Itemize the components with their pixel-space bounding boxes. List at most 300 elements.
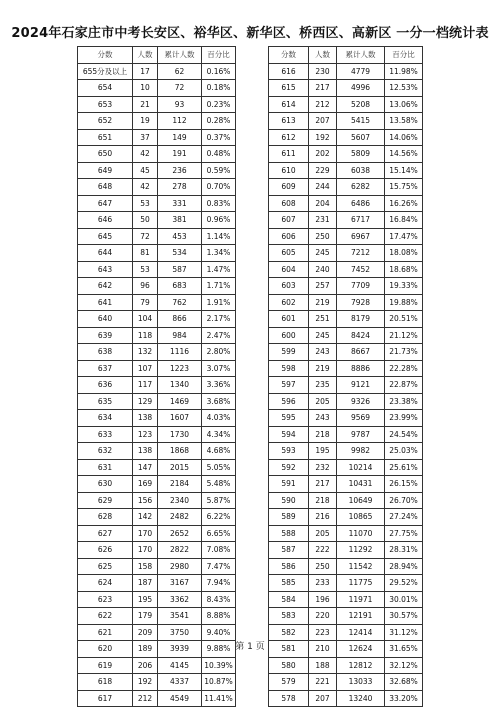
table-cell: 641 xyxy=(78,294,133,311)
table-cell: 602 xyxy=(269,294,309,311)
table-cell: 50 xyxy=(133,212,158,229)
table-cell: 610 xyxy=(269,162,309,179)
table-cell: 17.47% xyxy=(385,228,423,245)
table-cell: 649 xyxy=(78,162,133,179)
table-cell: 10.39% xyxy=(202,657,236,674)
table-row xyxy=(78,113,236,130)
table-cell: 582 xyxy=(269,624,309,641)
table-cell: 4549 xyxy=(158,690,202,707)
table-cell: 592 xyxy=(269,459,309,476)
table-row xyxy=(78,129,236,146)
table-cell: 212 xyxy=(309,96,337,113)
table-cell: 4145 xyxy=(158,657,202,674)
table-cell: 192 xyxy=(309,129,337,146)
table-cell: 33.20% xyxy=(385,690,423,707)
table-row xyxy=(78,509,236,526)
table-cell: 191 xyxy=(158,146,202,163)
table-cell: 104 xyxy=(133,311,158,328)
table-cell: 615 xyxy=(269,80,309,97)
table-cell: 42 xyxy=(133,146,158,163)
table-cell: 0.18% xyxy=(202,80,236,97)
table-row xyxy=(269,311,423,328)
table-cell: 205 xyxy=(309,393,337,410)
table-row xyxy=(78,311,236,328)
table-cell: 623 xyxy=(78,591,133,608)
table-row xyxy=(269,294,423,311)
table-cell: 189 xyxy=(133,641,158,658)
table-cell: 1469 xyxy=(158,393,202,410)
table-cell: 196 xyxy=(309,591,337,608)
table-cell: 22.87% xyxy=(385,377,423,394)
table-cell: 638 xyxy=(78,344,133,361)
table-cell: 580 xyxy=(269,657,309,674)
table-cell: 596 xyxy=(269,393,309,410)
table-row xyxy=(269,129,423,146)
table-cell: 608 xyxy=(269,195,309,212)
table-cell: 9326 xyxy=(337,393,385,410)
table-cell: 607 xyxy=(269,212,309,229)
table-cell: 11292 xyxy=(337,542,385,559)
table-cell: 647 xyxy=(78,195,133,212)
table-row xyxy=(269,410,423,427)
table-cell: 594 xyxy=(269,426,309,443)
table-cell: 7.94% xyxy=(202,575,236,592)
table-cell: 9.88% xyxy=(202,641,236,658)
table-cell: 206 xyxy=(133,657,158,674)
table-cell: 216 xyxy=(309,509,337,526)
table-cell: 651 xyxy=(78,129,133,146)
table-cell: 23.38% xyxy=(385,393,423,410)
table-row xyxy=(78,476,236,493)
table-cell: 233 xyxy=(309,575,337,592)
table-cell: 26.15% xyxy=(385,476,423,493)
table-cell: 622 xyxy=(78,608,133,625)
table-cell: 1223 xyxy=(158,360,202,377)
table-cell: 613 xyxy=(269,113,309,130)
table-row xyxy=(269,558,423,575)
table-cell: 112 xyxy=(158,113,202,130)
column-header: 人数 xyxy=(133,47,158,64)
table-cell: 630 xyxy=(78,476,133,493)
table-cell: 7212 xyxy=(337,245,385,262)
table-cell: 245 xyxy=(309,245,337,262)
table-cell: 62 xyxy=(158,63,202,80)
table-cell: 222 xyxy=(309,542,337,559)
table-cell: 12812 xyxy=(337,657,385,674)
table-cell: 19.33% xyxy=(385,278,423,295)
score-table-left xyxy=(77,46,236,707)
table-row xyxy=(78,525,236,542)
table-cell: 31.12% xyxy=(385,624,423,641)
table-cell: 6486 xyxy=(337,195,385,212)
table-cell: 18.68% xyxy=(385,261,423,278)
table-cell: 12.53% xyxy=(385,80,423,97)
table-row xyxy=(78,63,236,80)
table-cell: 1.91% xyxy=(202,294,236,311)
table-cell: 629 xyxy=(78,492,133,509)
table-cell: 223 xyxy=(309,624,337,641)
table-cell: 170 xyxy=(133,542,158,559)
table-row xyxy=(78,377,236,394)
table-cell: 5.05% xyxy=(202,459,236,476)
table-cell: 11542 xyxy=(337,558,385,575)
column-header: 分数 xyxy=(78,47,133,64)
table-cell: 10431 xyxy=(337,476,385,493)
table-cell: 107 xyxy=(133,360,158,377)
table-cell: 207 xyxy=(309,690,337,707)
table-cell: 601 xyxy=(269,311,309,328)
table-cell: 3.36% xyxy=(202,377,236,394)
table-cell: 588 xyxy=(269,525,309,542)
table-cell: 221 xyxy=(309,674,337,691)
table-cell: 12624 xyxy=(337,641,385,658)
table-cell: 72 xyxy=(133,228,158,245)
table-cell: 0.48% xyxy=(202,146,236,163)
table-row xyxy=(78,426,236,443)
table-cell: 1868 xyxy=(158,443,202,460)
table-cell: 611 xyxy=(269,146,309,163)
table-cell: 7928 xyxy=(337,294,385,311)
table-row xyxy=(78,459,236,476)
table-row xyxy=(269,608,423,625)
table-cell: 2822 xyxy=(158,542,202,559)
table-cell: 6717 xyxy=(337,212,385,229)
table-cell: 599 xyxy=(269,344,309,361)
table-cell: 0.37% xyxy=(202,129,236,146)
table-cell: 207 xyxy=(309,113,337,130)
table-cell: 25.61% xyxy=(385,459,423,476)
table-cell: 331 xyxy=(158,195,202,212)
table-cell: 16.84% xyxy=(385,212,423,229)
table-cell: 117 xyxy=(133,377,158,394)
table-cell: 28.94% xyxy=(385,558,423,575)
table-cell: 250 xyxy=(309,228,337,245)
table-cell: 586 xyxy=(269,558,309,575)
table-cell: 3939 xyxy=(158,641,202,658)
table-cell: 251 xyxy=(309,311,337,328)
table-cell: 18.08% xyxy=(385,245,423,262)
table-cell: 179 xyxy=(133,608,158,625)
table-cell: 8886 xyxy=(337,360,385,377)
table-cell: 243 xyxy=(309,410,337,427)
table-cell: 578 xyxy=(269,690,309,707)
table-cell: 583 xyxy=(269,608,309,625)
table-cell: 30.01% xyxy=(385,591,423,608)
table-cell: 2980 xyxy=(158,558,202,575)
table-cell: 0.59% xyxy=(202,162,236,179)
table-cell: 147 xyxy=(133,459,158,476)
table-cell: 81 xyxy=(133,245,158,262)
table-cell: 53 xyxy=(133,261,158,278)
table-row xyxy=(78,575,236,592)
table-cell: 28.31% xyxy=(385,542,423,559)
table-cell: 593 xyxy=(269,443,309,460)
table-cell: 21.12% xyxy=(385,327,423,344)
table-cell: 204 xyxy=(309,195,337,212)
table-cell: 626 xyxy=(78,542,133,559)
table-cell: 2652 xyxy=(158,525,202,542)
table-row xyxy=(269,459,423,476)
table-cell: 138 xyxy=(133,410,158,427)
table-row xyxy=(269,674,423,691)
table-cell: 2482 xyxy=(158,509,202,526)
table-cell: 212 xyxy=(133,690,158,707)
table-cell: 240 xyxy=(309,261,337,278)
table-row xyxy=(78,608,236,625)
table-row xyxy=(269,492,423,509)
table-cell: 631 xyxy=(78,459,133,476)
score-table-right-body xyxy=(269,47,423,707)
table-cell: 2.17% xyxy=(202,311,236,328)
table-cell: 19 xyxy=(133,113,158,130)
table-cell: 8667 xyxy=(337,344,385,361)
table-row xyxy=(269,113,423,130)
table-cell: 652 xyxy=(78,113,133,130)
table-cell: 30.57% xyxy=(385,608,423,625)
table-cell: 5415 xyxy=(337,113,385,130)
table-cell: 187 xyxy=(133,575,158,592)
table-cell: 218 xyxy=(309,492,337,509)
table-cell: 9982 xyxy=(337,443,385,460)
table-cell: 609 xyxy=(269,179,309,196)
table-cell: 621 xyxy=(78,624,133,641)
table-cell: 7452 xyxy=(337,261,385,278)
table-row xyxy=(269,393,423,410)
table-cell: 13.06% xyxy=(385,96,423,113)
table-cell: 632 xyxy=(78,443,133,460)
table-cell: 16.26% xyxy=(385,195,423,212)
table-cell: 235 xyxy=(309,377,337,394)
table-cell: 2.47% xyxy=(202,327,236,344)
table-cell: 138 xyxy=(133,443,158,460)
table-cell: 8179 xyxy=(337,311,385,328)
table-header-row xyxy=(78,47,236,64)
table-cell: 1730 xyxy=(158,426,202,443)
table-cell: 169 xyxy=(133,476,158,493)
table-cell: 217 xyxy=(309,80,337,97)
table-cell: 640 xyxy=(78,311,133,328)
table-cell: 13.58% xyxy=(385,113,423,130)
table-row xyxy=(269,146,423,163)
table-cell: 7709 xyxy=(337,278,385,295)
table-cell: 250 xyxy=(309,558,337,575)
table-cell: 0.16% xyxy=(202,63,236,80)
table-cell: 10214 xyxy=(337,459,385,476)
table-cell: 0.83% xyxy=(202,195,236,212)
table-row xyxy=(269,426,423,443)
table-cell: 584 xyxy=(269,591,309,608)
table-cell: 170 xyxy=(133,525,158,542)
table-cell: 245 xyxy=(309,327,337,344)
table-cell: 595 xyxy=(269,410,309,427)
table-row xyxy=(269,327,423,344)
table-cell: 210 xyxy=(309,641,337,658)
table-cell: 26.70% xyxy=(385,492,423,509)
table-cell: 236 xyxy=(158,162,202,179)
table-cell: 3.07% xyxy=(202,360,236,377)
table-cell: 27.75% xyxy=(385,525,423,542)
table-cell: 21 xyxy=(133,96,158,113)
table-cell: 3167 xyxy=(158,575,202,592)
table-cell: 605 xyxy=(269,245,309,262)
table-cell: 79 xyxy=(133,294,158,311)
table-cell: 1116 xyxy=(158,344,202,361)
table-cell: 2.80% xyxy=(202,344,236,361)
table-cell: 32.68% xyxy=(385,674,423,691)
table-cell: 195 xyxy=(133,591,158,608)
table-row xyxy=(78,278,236,295)
table-row xyxy=(269,575,423,592)
table-cell: 42 xyxy=(133,179,158,196)
table-cell: 643 xyxy=(78,261,133,278)
table-cell: 142 xyxy=(133,509,158,526)
table-cell: 205 xyxy=(309,525,337,542)
table-cell: 32.12% xyxy=(385,657,423,674)
table-cell: 192 xyxy=(133,674,158,691)
table-cell: 5809 xyxy=(337,146,385,163)
table-cell: 29.52% xyxy=(385,575,423,592)
table-cell: 984 xyxy=(158,327,202,344)
table-cell: 579 xyxy=(269,674,309,691)
table-cell: 123 xyxy=(133,426,158,443)
table-cell: 6967 xyxy=(337,228,385,245)
table-cell: 9787 xyxy=(337,426,385,443)
table-row xyxy=(269,80,423,97)
table-cell: 1340 xyxy=(158,377,202,394)
table-cell: 220 xyxy=(309,608,337,625)
table-cell: 604 xyxy=(269,261,309,278)
table-row xyxy=(78,146,236,163)
table-cell: 202 xyxy=(309,146,337,163)
table-cell: 10 xyxy=(133,80,158,97)
table-cell: 616 xyxy=(269,63,309,80)
table-cell: 4337 xyxy=(158,674,202,691)
table-row xyxy=(269,179,423,196)
table-cell: 603 xyxy=(269,278,309,295)
table-cell: 257 xyxy=(309,278,337,295)
table-header-row xyxy=(269,47,423,64)
table-cell: 22.28% xyxy=(385,360,423,377)
table-cell: 683 xyxy=(158,278,202,295)
table-cell: 0.28% xyxy=(202,113,236,130)
table-row xyxy=(78,327,236,344)
table-cell: 2340 xyxy=(158,492,202,509)
table-row xyxy=(78,261,236,278)
table-cell: 129 xyxy=(133,393,158,410)
table-cell: 1.34% xyxy=(202,245,236,262)
table-cell: 620 xyxy=(78,641,133,658)
table-row xyxy=(269,96,423,113)
page-footer: 第 1 页 xyxy=(235,642,265,652)
table-row xyxy=(269,690,423,707)
table-cell: 5208 xyxy=(337,96,385,113)
table-cell: 6.22% xyxy=(202,509,236,526)
table-cell: 12191 xyxy=(337,608,385,625)
table-cell: 13240 xyxy=(337,690,385,707)
table-row xyxy=(78,360,236,377)
table-cell: 93 xyxy=(158,96,202,113)
table-cell: 9.40% xyxy=(202,624,236,641)
table-cell: 132 xyxy=(133,344,158,361)
table-row xyxy=(78,674,236,691)
table-cell: 12414 xyxy=(337,624,385,641)
table-cell: 53 xyxy=(133,195,158,212)
table-cell: 600 xyxy=(269,327,309,344)
table-cell: 219 xyxy=(309,294,337,311)
table-cell: 866 xyxy=(158,311,202,328)
table-row xyxy=(269,509,423,526)
table-cell: 17 xyxy=(133,63,158,80)
table-cell: 0.70% xyxy=(202,179,236,196)
table-cell: 627 xyxy=(78,525,133,542)
table-cell: 13033 xyxy=(337,674,385,691)
table-cell: 0.23% xyxy=(202,96,236,113)
table-row xyxy=(269,245,423,262)
table-cell: 381 xyxy=(158,212,202,229)
table-cell: 218 xyxy=(309,426,337,443)
table-cell: 648 xyxy=(78,179,133,196)
table-row xyxy=(269,377,423,394)
column-header: 分数 xyxy=(269,47,309,64)
table-cell: 1.14% xyxy=(202,228,236,245)
table-cell: 650 xyxy=(78,146,133,163)
table-cell: 11.41% xyxy=(202,690,236,707)
table-row xyxy=(78,558,236,575)
table-cell: 244 xyxy=(309,179,337,196)
table-cell: 9569 xyxy=(337,410,385,427)
table-row xyxy=(78,212,236,229)
table-cell: 5.48% xyxy=(202,476,236,493)
table-cell: 619 xyxy=(78,657,133,674)
table-cell: 217 xyxy=(309,476,337,493)
table-cell: 5607 xyxy=(337,129,385,146)
table-cell: 2184 xyxy=(158,476,202,493)
table-cell: 4.68% xyxy=(202,443,236,460)
table-row xyxy=(269,63,423,80)
document-title: 2024年石家庄市中考长安区、裕华区、新华区、桥西区、高新区 一分一档统计表 xyxy=(11,26,489,41)
table-cell: 606 xyxy=(269,228,309,245)
table-cell: 243 xyxy=(309,344,337,361)
score-table-left-body xyxy=(78,47,236,707)
table-cell: 232 xyxy=(309,459,337,476)
table-cell: 11070 xyxy=(337,525,385,542)
table-cell: 229 xyxy=(309,162,337,179)
table-cell: 453 xyxy=(158,228,202,245)
table-row xyxy=(269,525,423,542)
table-cell: 15.75% xyxy=(385,179,423,196)
table-cell: 3541 xyxy=(158,608,202,625)
table-cell: 2015 xyxy=(158,459,202,476)
table-cell: 639 xyxy=(78,327,133,344)
table-cell: 654 xyxy=(78,80,133,97)
table-cell: 11971 xyxy=(337,591,385,608)
table-cell: 587 xyxy=(158,261,202,278)
table-cell: 636 xyxy=(78,377,133,394)
table-row xyxy=(78,162,236,179)
table-row xyxy=(269,195,423,212)
column-header: 累计人数 xyxy=(158,47,202,64)
table-cell: 645 xyxy=(78,228,133,245)
table-cell: 642 xyxy=(78,278,133,295)
table-cell: 762 xyxy=(158,294,202,311)
table-cell: 5.87% xyxy=(202,492,236,509)
table-cell: 31.65% xyxy=(385,641,423,658)
table-cell: 587 xyxy=(269,542,309,559)
table-cell: 10.87% xyxy=(202,674,236,691)
table-row xyxy=(269,344,423,361)
table-cell: 9121 xyxy=(337,377,385,394)
table-cell: 209 xyxy=(133,624,158,641)
